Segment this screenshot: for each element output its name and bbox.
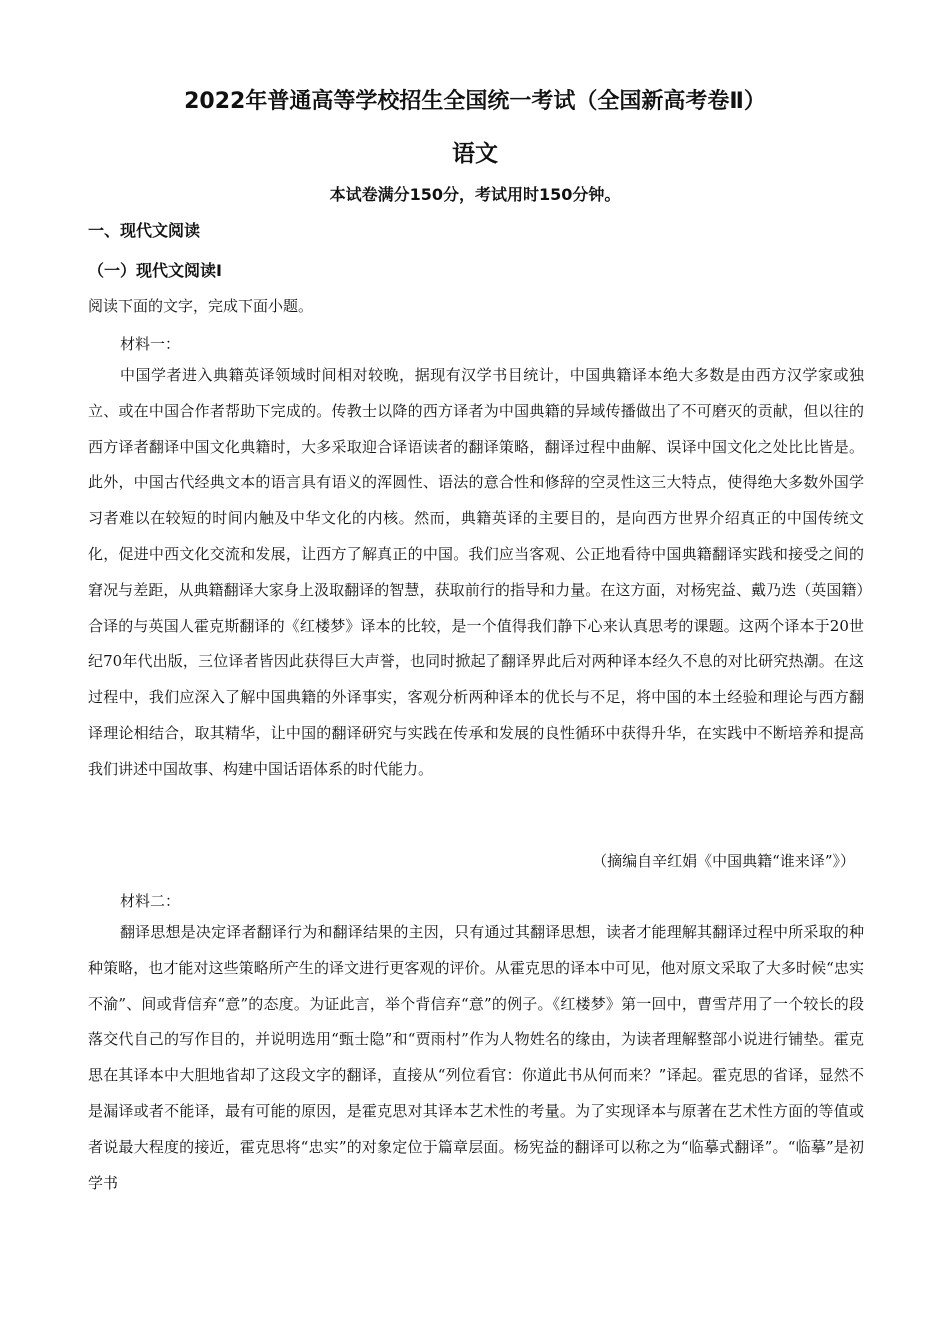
exam-title: 2022年普通高等学校招生全国统一考试（全国新高考卷Ⅱ） [184,89,766,114]
subject-title: 语文 [452,141,498,167]
material1-source: （摘编自辛红娟《中国典籍“谁来译”》） [592,852,855,870]
subsection-heading: （一）现代文阅读Ⅰ [88,261,222,280]
material2-label: 材料二： [120,892,181,910]
reading-instruction: 阅读下面的文字，完成下面小题。 [88,297,314,315]
exam-note: 本试卷满分150分，考试用时150分钟。 [329,185,621,204]
material1-label: 材料一： [120,335,181,353]
material1-text: 中国学者进入典籍英译领域时间相对较晚，据现有汉学书目统计，中国典籍译本绝大多数是由西方汉学家或独立、或在中国合作者帮助下完成的。传教士以降的西方译者为中国典籍的异域传播做出了不可磨灭的贡献，但以往的西方译者翻译中国文化典籍时，大多采取迎合译语读者的翻译策略，翻译过程中曲解、误译中国文化之处比比皆是。此外，中国古代经典文本的语言具有语义的浑圆性、语法的意合性和修辞的空灵性这三大特点，使得绝大多数外国学习者难以在较短的时间内触及中华文化的内核。然而，典籍英译的主要目的，是向西方世界介绍真正的中国传统文化，促进中西文化交流和发展，让西方了解真正的中国。我们应当客观、公正地看待中国典籍翻译实践和接受之间的窘况与差距，从典籍翻译大家身上汲取翻译的智慧，获取前行的指导和力量。在这方面，对杨宪益、戴乃迭（英国籍）合译的与英国人霍克斯翻译的《红楼梦》译本的比较，是一个值得我们静下心来认真思考的课题。这两个译本于20世纪70年代出版，三位译者皆因此获得巨大声誉，也同时掀起了翻译界此后对两种译本经久不息的对比研究热潮。在这过程中，我们应深入了解中国典籍的外译事实，客观分析两种译本的优长与不足，将中国的本土经验和理论与西方翻译理论相结合，取其精华，让中国的翻译研究与实践在传承和发展的良性循环中获得升华，在实践中不断培养和提高我们讲述中国故事、构建中国话语体系的时代能力。 [88,366,864,778]
material2-text: 翻译思想是决定译者翻译行为和翻译结果的主因，只有通过其翻译思想，读者才能理解其翻译过程中所采取的种种策略，也才能对这些策略所产生的译文进行更客观的评价。从霍克思的译本中可见，他对原文采取了大多时候“忠实不渝”、间或背信弃“意”的态度。为证此言，举个背信弃“意”的例子。《红楼梦》第一回中，曹雪芹用了一个较长的段落交代自己的写作目的，并说明选用“甄士隐”和“贾雨村”作为人物姓名的缘由，为读者理解整部小说进行铺垫。霍克思在其译本中大胆地省却了这段文字的翻译，直接从“列位看官：你道此书从何而来？”译起。霍克思的省译，显然不是漏译或者不能译，最有可能的原因，是霍克思对其译本艺术性的考量。为了实现译本与原著在艺术性方面的等值或者说最大程度的接近，霍克思将“忠实”的对象定位于篇章层面。杨宪益的翻译可以称之为“临摹式翻译”。“临摹”是初学书 [88,923,864,1192]
section-heading: 一、现代文阅读 [88,221,201,240]
